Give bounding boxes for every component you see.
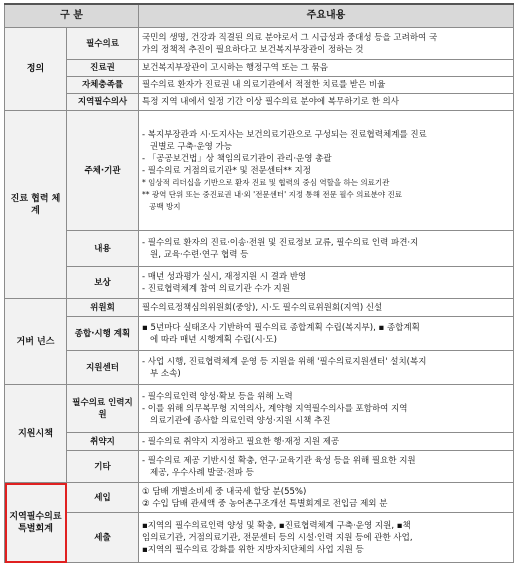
content-line: - 필수의료인력 양성·확보 등을 위해 노력	[142, 391, 293, 402]
row-content	[139, 513, 514, 563]
category-special-account: 지역필수의료특별회계	[5, 483, 67, 563]
table-row	[5, 513, 514, 563]
header-content: 주요내용	[139, 4, 514, 28]
table-row	[5, 77, 514, 94]
content-line: 의료기관에 종사할 의료인력 양성·지원 시책 추진	[150, 415, 331, 426]
category-support-policy: 지원시책	[5, 385, 67, 483]
row-label: 지역필수의사	[67, 94, 139, 111]
footnote-line: * 임상적 리더십을 기반으로 환자 진료 및 협력의 중심 역할을 하는 의료기관	[142, 177, 390, 187]
content-line: 권별로 구축·운영 가능	[150, 141, 233, 152]
row-content	[139, 351, 514, 385]
table-row	[5, 483, 514, 513]
content-line: - 필수의료 취약지 지정하고 필요한 행·재정 지원 제공	[142, 436, 340, 447]
row-content	[139, 111, 514, 231]
content-line: - 사업 시행, 진료협력체계 운영 등 지원을 위해 '필수의료지원센터' 설치(복지	[142, 356, 427, 367]
table-row	[5, 317, 514, 351]
table-row	[5, 267, 514, 299]
row-content	[139, 483, 514, 513]
table-row	[5, 28, 514, 60]
table-row	[5, 231, 514, 267]
content-line: - 「공공보건법」상 책임의료기관이 관리·운영 총괄	[142, 153, 332, 164]
table-row	[5, 60, 514, 77]
content-line: - 필수의료 환자의 진료·이송·전원 및 진료정보 교류, 필수의료 인력 파견·지	[142, 237, 419, 248]
content-line: 필수의료정책심의위원회(중앙), 시·도 필수의료위원회(지역) 신설	[142, 302, 383, 313]
row-content	[139, 451, 514, 483]
content-line: - 매년 성과평가 실시, 재정지원 시 결과 반영	[142, 271, 307, 282]
content-line: 임의료기관, 거점의료기관, 전문센터 등의 시설·인력 지원 등에 관한 사업,	[142, 532, 413, 543]
content-line: 국민의 생명, 건강과 직결된 의료 분야로서 그 시급성과 중대성 등을 고려하여 국	[142, 32, 438, 43]
content-line: - 필수의료 제공 기반시설 확충, 연구·교육기관 육성 등을 위해 필요한 지원	[142, 455, 416, 466]
row-content	[139, 28, 514, 60]
row-label: 세출	[67, 513, 139, 563]
row-label: 취약지	[67, 433, 139, 451]
table-row	[5, 433, 514, 451]
content-line: 필수의료 환자가 진료권 내 의료기관에서 적절한 치료를 받은 비율	[142, 80, 386, 90]
row-label: 자체충족률	[67, 77, 139, 94]
table-row	[5, 299, 514, 317]
content-line: ② 수입 담배 관세액 중 농어촌구조개선 특별회계로 전입금 제외 분	[142, 498, 388, 509]
category-care-network: 진료 협력 체계	[5, 111, 67, 299]
content-line: 특정 지역 내에서 일정 기간 이상 필수의료 분야에 복무하기로 한 의사	[142, 97, 399, 107]
row-label: 기타	[67, 451, 139, 483]
row-label: 보상	[67, 267, 139, 299]
row-content	[139, 385, 514, 433]
table-row	[5, 351, 514, 385]
table-header-row	[5, 4, 514, 28]
content-line: 가의 정책적 추진이 필요하다고 보건복지부장관이 정하는 것	[142, 44, 364, 55]
row-label: 위원회	[67, 299, 139, 317]
content-line: 부 소속)	[150, 368, 181, 379]
row-content	[139, 231, 514, 267]
content-line: 에 따라 매년 시행계획 수립(시·도)	[150, 334, 277, 345]
table-row	[5, 94, 514, 111]
row-content	[139, 94, 514, 111]
content-line: ▪ 5년마다 실태조사 기반하여 필수의료 종합계획 수립(복지부), ▪ 종합계획	[142, 322, 420, 333]
table-row	[5, 451, 514, 483]
row-label: 세입	[67, 483, 139, 513]
header-category: 구 분	[5, 4, 139, 28]
content-line: 보건복지부장관이 고시하는 행정구역 또는 그 묶음	[142, 63, 328, 73]
row-label: 내용	[67, 231, 139, 267]
content-line: ▪지역의 필수의료인력 양성 및 확충, ▪진료협력체계 구축·운영 지원, ▪책	[142, 520, 411, 531]
content-line: ① 담배 개별소비세 중 내국세 할당 분(55%)	[142, 486, 307, 497]
category-governance: 거버 넌스	[5, 299, 67, 385]
content-line: ▪지역의 필수의료 강화를 위한 지방자치단체의 사업 지원 등	[142, 544, 364, 555]
content-line: 원, 교육·수련·연구 협력 등	[150, 249, 249, 260]
row-label: 진료권	[67, 60, 139, 77]
row-label: 필수의료	[67, 28, 139, 60]
footnote-line: 공백 방지	[142, 201, 181, 211]
row-label: 필수의료 인력지원	[67, 385, 139, 433]
policy-table	[4, 3, 514, 563]
row-content	[139, 299, 514, 317]
row-label: 주체·기관	[67, 111, 139, 231]
table-row	[5, 385, 514, 433]
row-content	[139, 433, 514, 451]
table-row	[5, 111, 514, 231]
content-line: - 진료협력체계 참여 의료기관 수가 지원	[142, 283, 290, 294]
content-line: - 필수의료 거점의료기관* 및 전문센터** 지정	[142, 165, 311, 176]
category-definition: 정의	[5, 28, 67, 111]
content-line: - 이를 위해 의무복무형 지역의사, 계약형 지역필수의사를 포함하여 지역	[142, 403, 408, 414]
footnote-line: ** 광역 단위 또는 중진료권 내·외 '전문센터' 지정 통해 전문 필수 의료분야 진료	[142, 189, 402, 199]
row-label: 지원센터	[67, 351, 139, 385]
row-content	[139, 60, 514, 77]
row-content	[139, 267, 514, 299]
content-line: 제공, 우수사례 발굴·전파 등	[150, 467, 254, 478]
content-line: - 복지부장관과 시·도지사는 보건의료기관으로 구성되는 진료협력체계를 진료	[142, 129, 427, 140]
row-content	[139, 77, 514, 94]
row-content	[139, 317, 514, 351]
row-label: 종합·시행 계획	[67, 317, 139, 351]
